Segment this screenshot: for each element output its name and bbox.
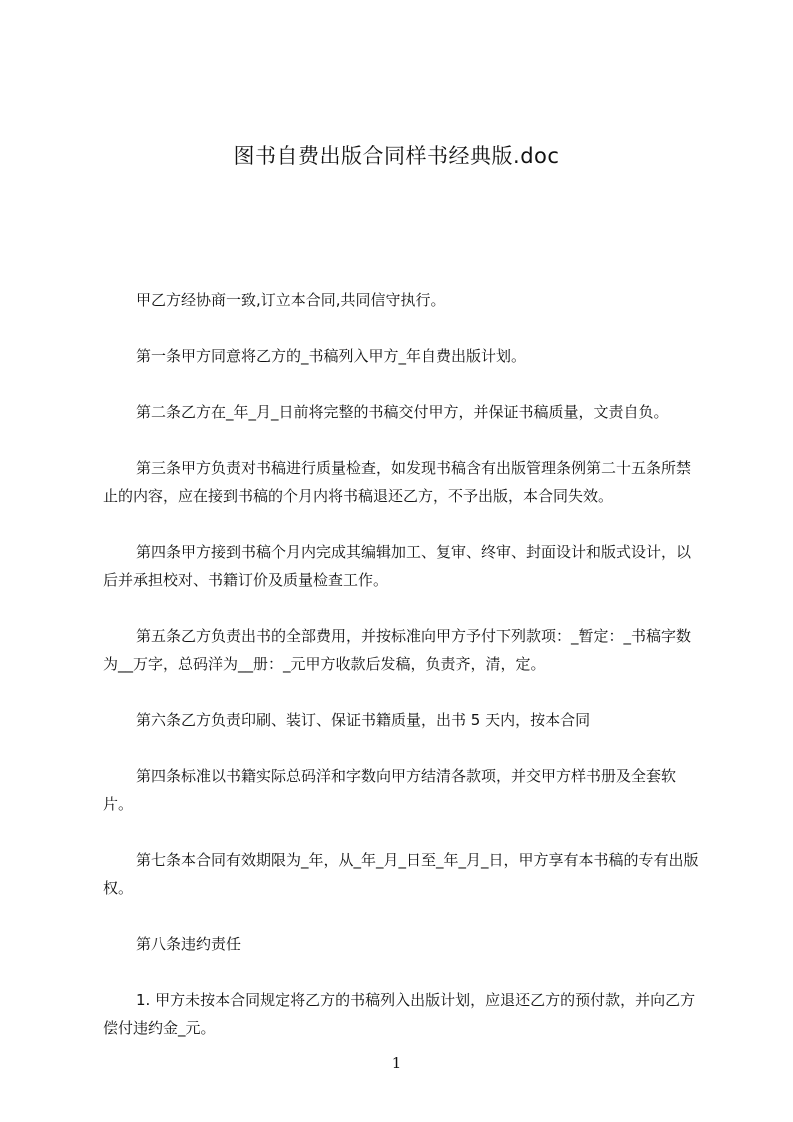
paragraph-article-6-continued: 第四条标准以书籍实际总码洋和字数向甲方结清各款项，并交甲方样书册及全套软片。 (103, 767, 677, 813)
paragraph-preamble: 甲乙方经协商一致,订立本合同,共同信守执行。 (136, 291, 446, 309)
paragraph-article-6: 第六条乙方负责印刷、装订、保证书籍质量，出书 5 天内，按本合同 (136, 711, 591, 729)
paragraph-article-3: 第三条甲方负责对书稿进行质量检查，如发现书稿含有出版管理条例第二十五条所禁止的内容，应在接到书稿的个月内将书稿退还乙方，不予出版，本合同失效。 (103, 459, 692, 505)
paragraph-article-2: 第二条乙方在_年_月_日前将完整的书稿交付甲方，并保证书稿质量，文责自负。 (136, 403, 669, 421)
paragraph-article-8-item-1: 1. 甲方未按本合同规定将乙方的书稿列入出版计划，应退还乙方的预付款，并向乙方偿付违约金_元。 (103, 991, 696, 1037)
document-body (103, 286, 703, 1042)
paragraph-article-4: 第四条甲方接到书稿个月内完成其编辑加工、复审、终审、封面设计和版式设计，以后并承担校对、书籍订价及质量检查工作。 (103, 543, 692, 589)
paragraph-article-5: 第五条乙方负责出书的全部费用，并按标准向甲方予付下列款项：_暂定：_书稿字数为__万字，总码洋为__册：_元甲方收款后发稿，负责齐，清，定。 (103, 627, 692, 673)
paragraph-article-1: 第一条甲方同意将乙方的_书稿列入甲方_年自费出版计划。 (136, 347, 527, 365)
paragraph-article-7: 第七条本合同有效期限为_年，从_年_月_日至_年_月_日，甲方享有本书稿的专有出版权。 (103, 851, 699, 897)
document-title: 图书自费出版合同样书经典版.doc (233, 144, 560, 168)
page-number: 1 (391, 1054, 402, 1072)
paragraph-article-8-heading: 第八条违约责任 (136, 935, 242, 953)
